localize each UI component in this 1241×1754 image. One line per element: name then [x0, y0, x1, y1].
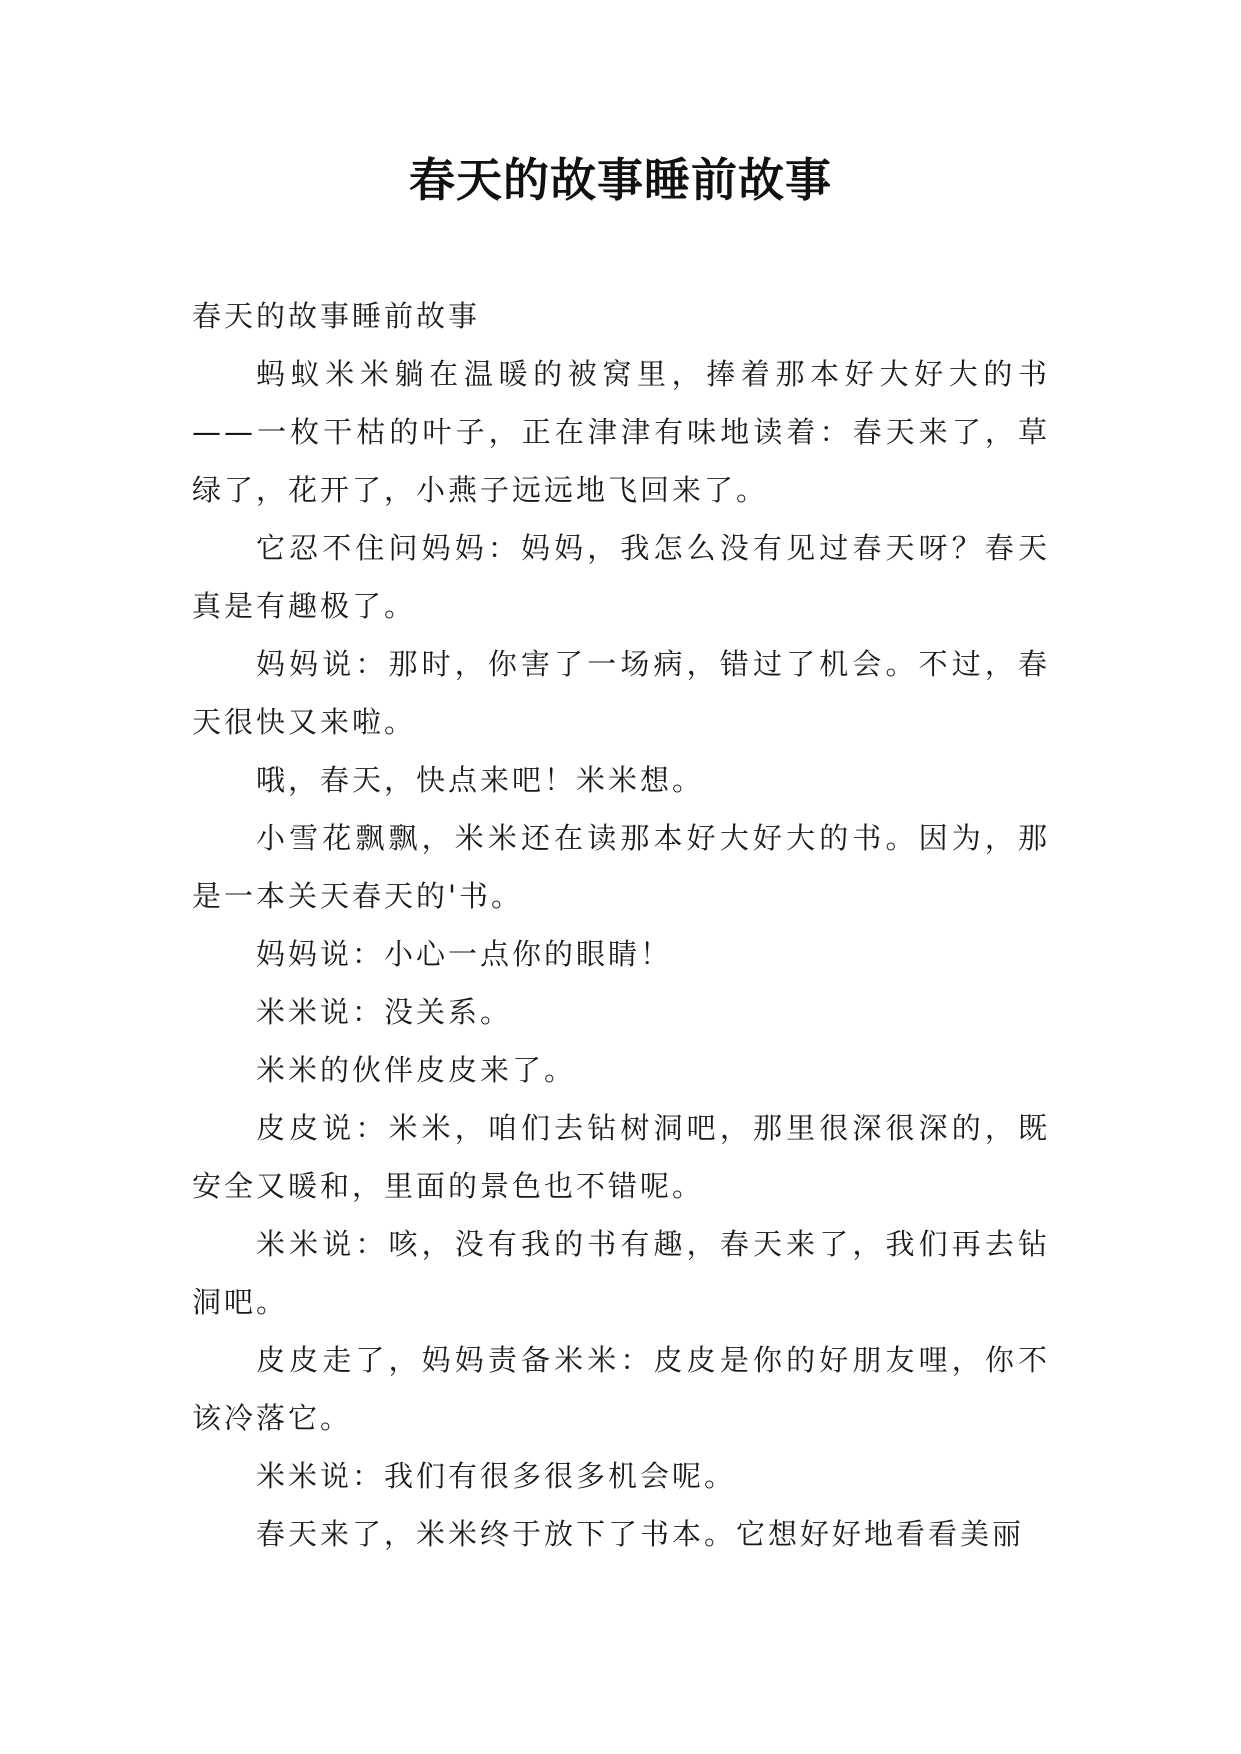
paragraph: 小雪花飘飘，米米还在读那本好大好大的书。因为，那是一本关天春天的'书。: [192, 821, 1050, 913]
document-body: [192, 287, 1050, 1563]
paragraph-subtitle: 春天的故事睡前故事: [192, 299, 481, 333]
paragraph: 妈妈说：那时，你害了一场病，错过了机会。不过，春天很快又来啦。: [192, 647, 1050, 739]
paragraph: 蚂蚁米米躺在温暖的被窝里，捧着那本好大好大的书——一枚干枯的叶子，正在津津有味地读着：春天来了，草绿了，花开了，小燕子远远地飞回来了。: [192, 357, 1050, 507]
paragraph: 春天来了，米米终于放下了书本。它想好好地看看美丽: [256, 1517, 1025, 1551]
paragraph: 米米说：没关系。: [256, 995, 513, 1029]
paragraph: 皮皮说：米米，咱们去钻树洞吧，那里很深很深的，既安全又暖和，里面的景色也不错呢。: [192, 1111, 1050, 1203]
paragraph: 它忍不住问妈妈：妈妈，我怎么没有见过春天呀？春天真是有趣极了。: [192, 531, 1050, 623]
document-title: 春天的故事睡前故事: [409, 153, 832, 207]
paragraph: 米米说：咳，没有我的书有趣，春天来了，我们再去钻洞吧。: [192, 1227, 1050, 1319]
paragraph: 哦，春天，快点来吧！米米想。: [256, 763, 705, 797]
paragraph: 米米说：我们有很多很多机会呢。: [256, 1459, 737, 1493]
paragraph: 米米的伙伴皮皮来了。: [256, 1053, 577, 1087]
paragraph: 妈妈说：小心一点你的眼睛！: [256, 937, 673, 971]
paragraph: 皮皮走了，妈妈责备米米：皮皮是你的好朋友哩，你不该冷落它。: [192, 1343, 1050, 1435]
